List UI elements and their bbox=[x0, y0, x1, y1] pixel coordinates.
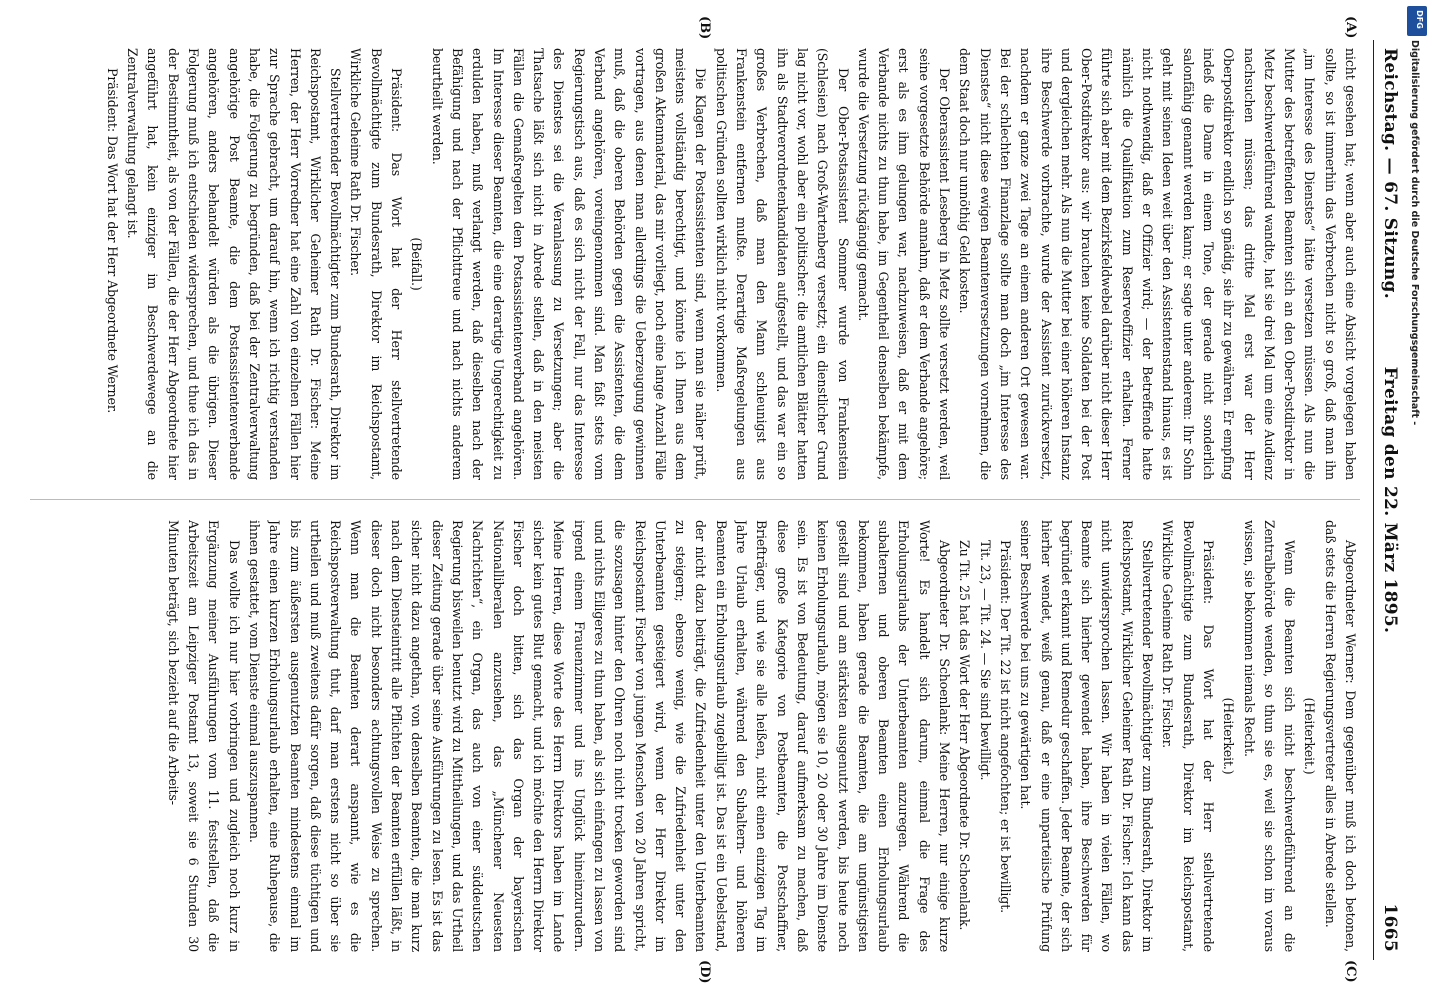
paragraph: Abgeordneter Werner: Dem gegenüber muß ich doch betonen, daß stets die Herren Regierungsvertreter alles in Abrede stellen. bbox=[1322, 520, 1358, 952]
paragraph: Der Ober-Postassistent Sommer wurde von Frankenstein (Schlesien) nach Groß-Wartenberg versetzt; ein dienstlicher Grund lag nicht vor, wohl aber ein politischer: die amtlichen Blätter hatten ihn als Stadtverordnetenkandidaten aufgestellt, und das war ein so großes Verbrechen, daß man den Mann schleunigst aus Frankenstein entfernen mußte. Derartige Maßregelungen aus politischen Gründen sollten wirklich nicht vorkommen. bbox=[713, 48, 851, 480]
header-date: Freitag den 22. März 1895. bbox=[1380, 366, 1400, 634]
page-number: 1665 bbox=[1380, 903, 1400, 952]
dfg-logo-icon bbox=[1407, 6, 1427, 36]
margin-mark-b: (B) bbox=[697, 16, 712, 40]
interjection: (Heiterkeit.) bbox=[1221, 697, 1237, 775]
paragraph: Präsident: Das Wort hat der Herr Abgeordnete Werner. bbox=[104, 68, 120, 414]
text-column-right bbox=[30, 520, 1360, 952]
paragraph: nicht gesehen hat; wenn aber auch eine Absicht vorgelegen haben sollte, so ist immerhin das Verbrechen nicht so groß, daß man ihn „im Interesse des Dienstes“ hätte versetzen müssen. Als nun die Mutter des betreffenden Beamten sich an den Ober-Postdirektor in Metz beschwerdeführend wandte, hat sie drei Mal um eine Audienz nachsuchen müssen; das dritte Mal erst war der Herr Oberpostdirektor endlich so gnädig, sie ihr zu gewähren. Er empfing indeß die Dame in einem Tone, der gerade nicht sonderlich salonfähig genannt werden kann; er sagte unter anderem: Ihr Sohn geht mit seinen Ideen weit über den Assistentenstand hinaus, es ist nicht nothwendig, daß er Offizier wird; — der Betreffende hatte nämlich die Qualifikation zum Reserveoffizier erhalten. Ferner führte sich aber mit dem Bezirksfeldwebel darüber nicht dieser Herr Ober-Postdirektor aus: wir brauchen keine Soldaten bei der Post und dergleichen mehr. Als nun die Mutter bei einer höheren Instanz ihre Beschwerde vorbrachte, wurde der Assistent zurückversetzt, nachdem er ganze zwei Tage an einem anderen Ort gewesen war. Bei der schlechten Finanzlage sollte man doch „im Interesse des Dienstes“ nicht diese ewigen Beamtenversetzungen vornehmen, die dem Staat doch nur unnöthig Geld kosten. bbox=[957, 48, 1358, 480]
paragraph: Präsident: Das Wort hat der Herr stellvertretende Bevollmächtigte zum Bundesrath, Direktor im Reichspostamt, Wirkliche Geheime Rath Dr. Fischer. bbox=[1160, 520, 1216, 952]
header-chamber-session: Reichstag. — 67. Sitzung. bbox=[1380, 48, 1400, 299]
paragraph: Wenn die Beamten sich nicht beschwerdeführend an die Zentralbehörde wenden, so thun sie es, weil sie schon im voraus wissen, sie bekommen niemals Recht. bbox=[1241, 520, 1298, 952]
paragraph: Tit. 23, — Tit. 24. — Sie sind bewilligt. bbox=[977, 540, 993, 781]
paragraph: Stellvertretender Bevollmächtigter zum Bundesrath, Direktor im Reichspostamt, Wirklicher Geheimer Rath Dr. Fischer: Ich kann das nicht unwidersprochen lassen. Wir haben in vielen Fällen, wo Beamte sich hierher gewendet haben, ihre Beschwerden für begründet erkannt und Remedur geschaffen. Jeder Beamte, der sich hierher wendet, weiß genau, daß er eine unparteiische Prüfung seiner Beschwerde bei uns zu gewärtigen hat. bbox=[1018, 520, 1156, 952]
paragraph: Abgeordneter Dr. Schoenlank: Meine Herren, nur einige kurze Worte! Es handelt sich darum, einmal die Frage des Erholungsurlaubs der Unterbeamten anzuregen. Während die subalternen und oberen Beamten einen Erholungsurlaub bekommen, haben gerade die Beamten, die am ungünstigsten gestellt sind und am stärksten ausgenutzt werden, bis heute noch keinen Erholungsurlaub, mögen sie 10, 20 oder 30 Jahre im Dienste sein. Es ist von Bedeutung, darauf aufmerksam zu machen, daß diese große Kategorie von Postbeamten, die Postschaffner, Briefträger, und wie sie alle heißen, nicht einen einzigen Tag im Jahre Urlaub erhalten, während den Subaltern- und höheren Beamten ein Erholungsurlaub zugebilligt ist. Das ist ein Uebelstand, der nicht dazu beiträgt, die Zufriedenheit unter den Unterbeamten zu steigern; ebenso wenig, wie die Zufriedenheit unter den Unterbeamten gesteigert wird, wenn der Herr Direktor im Reichspostamt Fischer von jungen Menschen von 20 Jahren spricht, die sozusagen hinter den Ohren noch nicht trocken geworden sind und nichts Eiligeres zu thun haben, als sich einfangen zu lassen von irgend einem Frauenzimmer und ins Unglück hineinzurudern. Meine Herren, diese Worte des Herrn Direktors haben im Lande sicher kein gutes Blut gemacht, und ich möchte den Herrn Direktor Fischer doch bitten, sich das Organ der bayerischen Nationalliberalen anzusehen, das „Münchener Neuesten Nachrichten“, ein Organ, das auch von einer süddeutschen Regierung bisweilen benutzt wird zu Mittheilungen, und das Urtheil dieser Zeitung gerade über seine Ausführungen zu lesen. Es ist das sicher nicht dazu angethan, von denselben Beamten, die man kurz nach dem Diensteintritt alle Pflichten der Beamten erfüllen läßt, in dieser doch nicht besonders achtungsvollen Weise zu sprechen. Wenn man die Beamten derart anspannt, wie es die Reichspostverwaltung thut, darf man erstens nicht so über sie urtheilen und muß zweitens dafür sorgen, daß diese tüchtigen und bis zum äußersten ausgenutzten Beamten mindestens einmal im Jahre einen kurzen Erholungsurlaub erhalten, eine Ruhepause, die ihnen gestattet, vom Dienste einmal auszuspannen. bbox=[246, 520, 953, 952]
paragraph: Präsident: Das Wort hat der Herr stellvertretende Bevollmächtigte zum Bundesrath, Direktor im Reichspostamt, Wirkliche Geheime Rath Dr. Fischer. bbox=[348, 48, 405, 480]
interjection: (Beifall.) bbox=[409, 237, 425, 291]
paragraph: Die Klagen der Postassistenten sind, wenn man sie näher prüft, meistens vollständig berechtigt, und könnte ich Ihnen aus dem großen Aktenmaterial, das mir vorliegt, noch eine lange Anzahl Fälle vortragen, aus denen man allerdings die Ueberzeugung gewinnen muß, daß die oberen Behörden gegen die Assistenten, die dem Verband angehören, voreingenommen sind. Man faßt stets vom Regierungstisch aus, daß es sich nicht der Fall, nur das Interesse des Dienstes sei die Veranlassung zu Versetzungen; aber die Thatsache läßt sich nicht in Abrede stellen, daß in den meisten Fällen die Gemaßregelten dem Postassistentenverband angehören. Im Interesse dieser Beamten, die eine derartige Ungerechtigkeit zu erdulden haben, muß verlangt werden, daß dieselben nach der Befähigung und nach der Pflichttreue und nach nichts anderem beurtheilt werden. bbox=[429, 48, 709, 480]
digitization-footer bbox=[1400, 40, 1428, 970]
paragraph: Zu Tit. 25 hat das Wort der Herr Abgeordnete Dr. Schoenlank. bbox=[957, 540, 973, 931]
paragraph: Stellvertretender Bevollmächtigter zum Bundesrath, Direktor im Reichspostamt, Wirklicher Geheimer Rath Dr. Fischer: Meine Herren, der Herr Vorredner hat eine Zahl von einzelnen Fällen hier zur Sprache gebracht, um darauf hin, wenn ich richtig verstanden habe, die Folgerung zu begründen, daß bei der Zentralverwaltung angehörige Post Beamte, die dem Postassistentenverbande angehören, anders behandelt würden als die übrigen. Dieser Folgerung muß ich entschieden widersprechen, und thue ich das in der Bestimmtheit, als von der Fällen, die der Herr Abgeordnete hier angeführt hat, kein einziger im Beschwerdewege an die Zentralverwaltung gelangt ist. bbox=[125, 48, 344, 480]
paragraph: Der Oberassistent Leseberg in Metz sollte versetzt werden, weil seine vorgesetzte Behörde annahm, daß er dem Verbande angehöre; erst als es ihm gelungen war, nachzuweisen, daß er mit dem Verbande nichts zu thun habe, im Gegentheil denselben bekämpfe, wurde die Versetzung rückgängig gemacht. bbox=[855, 48, 953, 480]
column-divider bbox=[30, 499, 1360, 500]
margin-mark-d: (D) bbox=[697, 960, 712, 984]
dfg-logo-text: DFG bbox=[1414, 10, 1424, 29]
margin-mark-c: (C) bbox=[1343, 960, 1358, 983]
margin-mark-a: (A) bbox=[1343, 16, 1358, 39]
digitization-note: Digitalisierung gefördert durch die Deutsche Forschungsgemeinschaft - bbox=[1409, 40, 1420, 426]
paragraph: Das wollte ich nur hier vorbringen und zugleich noch kurz in Ergänzung meiner Ausführungen vom 11. feststellen, daß die Arbeitszeit am Leipziger Postamt 13, soweit sie 6 Stunden 30 Minuten beträgt, sich bezieht auf die Arbeits- bbox=[165, 520, 242, 952]
paragraph: Präsident: Der Tit. 22 ist nicht angefochten; er ist bewilligt. bbox=[997, 540, 1013, 913]
interjection: (Heiterkeit.) bbox=[1302, 697, 1318, 775]
text-column-left bbox=[30, 48, 1360, 480]
